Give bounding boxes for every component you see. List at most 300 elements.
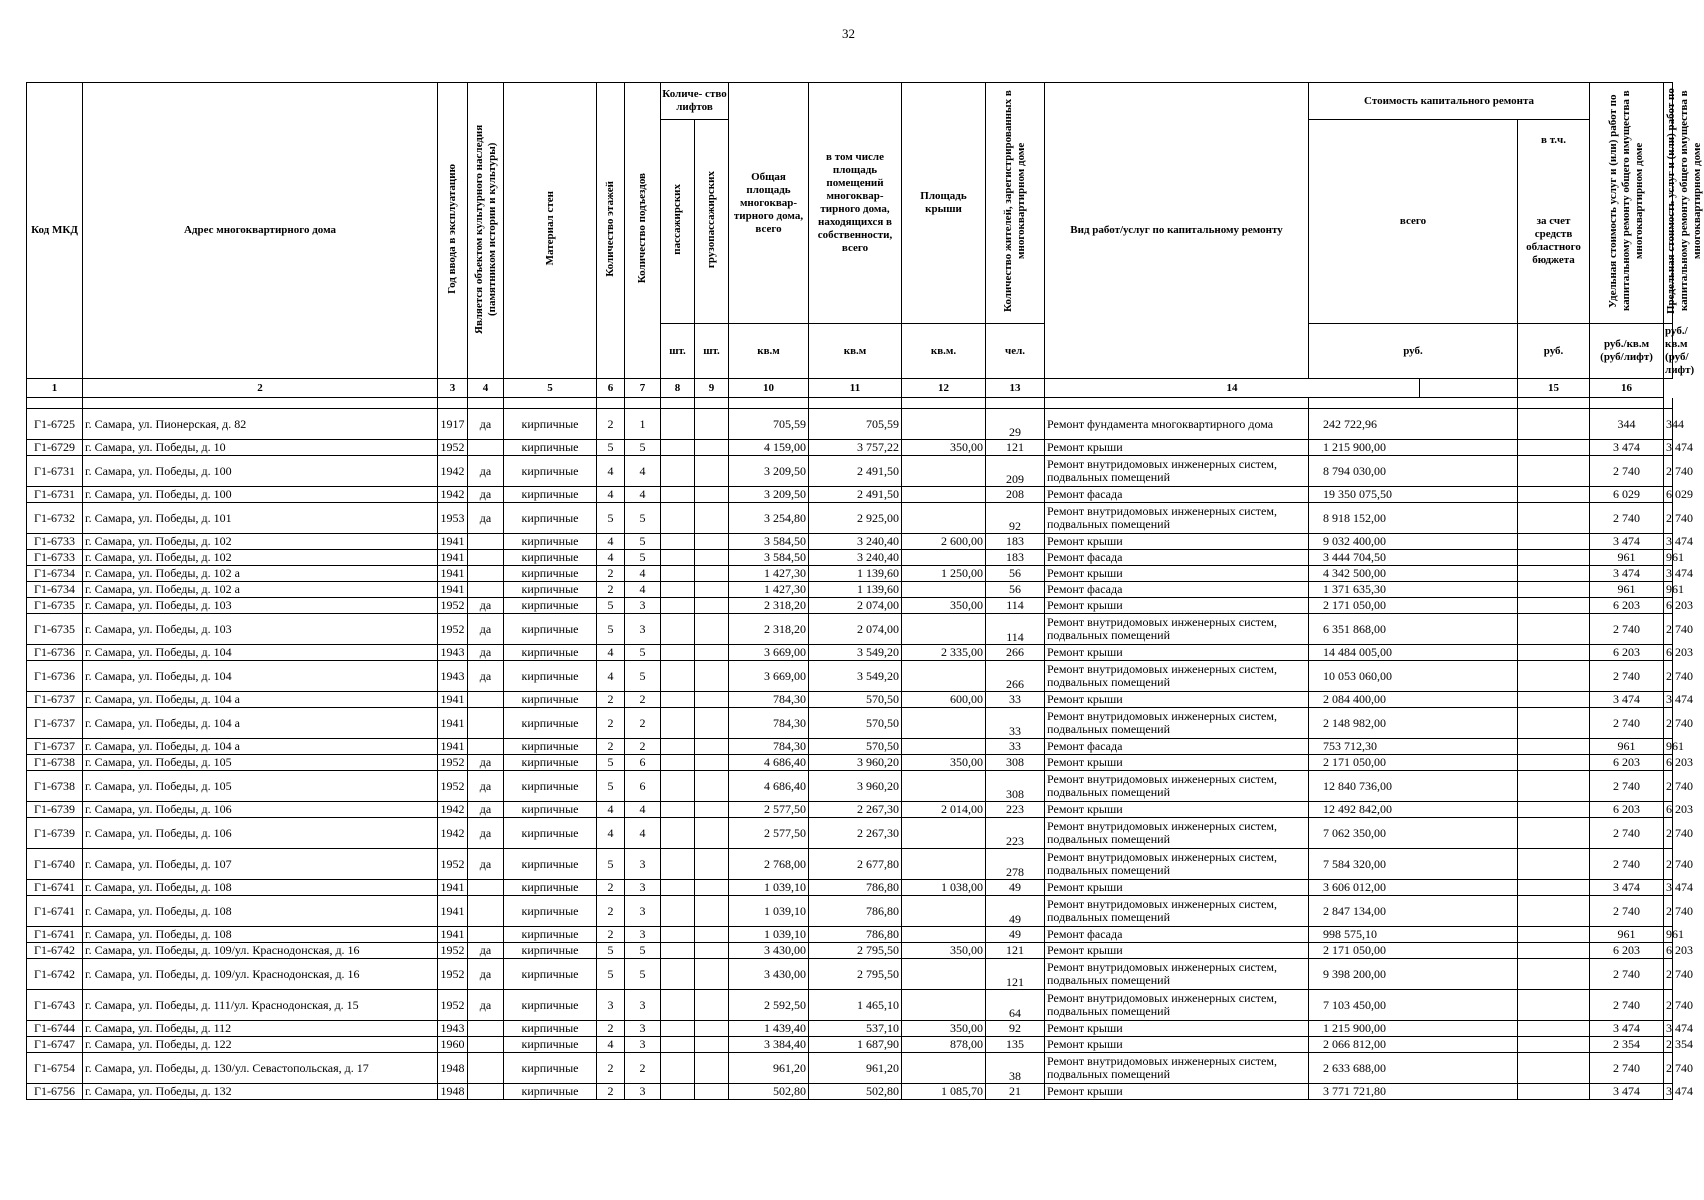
table-row — [27, 614, 1673, 645]
row-entrances: 4 — [625, 818, 661, 849]
row-work-type: Ремонт фасада — [1045, 487, 1309, 503]
spacer-cell — [504, 398, 597, 409]
row-code: Г1-6756 — [27, 1084, 83, 1100]
row-address: г. Самара, ул. Победы, д. 112 — [83, 1021, 438, 1037]
row-heritage — [468, 550, 504, 566]
row-lifts-cargo — [695, 1037, 729, 1053]
unit-cost-regional: руб. — [1518, 324, 1590, 379]
row-cost-regional — [1518, 818, 1590, 849]
row-cost-total: 9 398 200,00 — [1309, 959, 1518, 990]
row-cost-regional — [1518, 943, 1590, 959]
row-entrances: 4 — [625, 566, 661, 582]
row-work-type: Ремонт внутридомовых инженерных систем, подвальных помещений — [1045, 661, 1309, 692]
row-work-type: Ремонт крыши — [1045, 692, 1309, 708]
row-unit-cost: 6 203 — [1590, 598, 1664, 614]
spacer-cell — [597, 398, 625, 409]
row-cost-total: 7 103 450,00 — [1309, 990, 1518, 1021]
row-total-area: 2 577,50 — [729, 802, 809, 818]
row-year: 1941 — [438, 550, 468, 566]
row-owned-area: 570,50 — [809, 739, 902, 755]
row-entrances: 3 — [625, 1037, 661, 1053]
row-material: кирпичные — [504, 614, 597, 645]
row-material: кирпичные — [504, 943, 597, 959]
col-number: 13 — [986, 379, 1045, 398]
row-floors: 2 — [597, 1021, 625, 1037]
row-roof-area — [902, 661, 986, 692]
row-residents: 29 — [986, 409, 1045, 440]
row-entrances: 5 — [625, 645, 661, 661]
header-lifts-cargo — [695, 120, 729, 324]
row-unit-cost: 2 740 — [1590, 1053, 1664, 1084]
row-material: кирпичные — [504, 534, 597, 550]
row-lifts-passenger — [661, 598, 695, 614]
row-residents: 38 — [986, 1053, 1045, 1084]
row-floors: 2 — [597, 1084, 625, 1100]
row-roof-area — [902, 456, 986, 487]
row-year: 1952 — [438, 771, 468, 802]
row-material: кирпичные — [504, 818, 597, 849]
row-material: кирпичные — [504, 661, 597, 692]
row-work-type: Ремонт внутридомовых инженерных систем, подвальных помещений — [1045, 614, 1309, 645]
row-unit-cost: 6 203 — [1590, 943, 1664, 959]
table-row — [27, 692, 1673, 708]
row-lifts-passenger — [661, 456, 695, 487]
row-entrances: 4 — [625, 802, 661, 818]
row-work-type: Ремонт внутридомовых инженерных систем, подвальных помещений — [1045, 771, 1309, 802]
row-max-cost: 961 — [1664, 582, 1673, 598]
row-lifts-cargo — [695, 692, 729, 708]
row-owned-area: 2 074,00 — [809, 598, 902, 614]
row-roof-area: 350,00 — [902, 1021, 986, 1037]
row-address: г. Самара, ул. Победы, д. 109/ул. Краснодонская, д. 16 — [83, 959, 438, 990]
spacer-cell — [1309, 398, 1518, 409]
row-address: г. Самара, ул. Победы, д. 102 — [83, 550, 438, 566]
row-lifts-cargo — [695, 645, 729, 661]
row-floors: 2 — [597, 880, 625, 896]
row-code: Г1-6739 — [27, 818, 83, 849]
row-code: Г1-6744 — [27, 1021, 83, 1037]
row-entrances: 6 — [625, 755, 661, 771]
row-address: г. Самара, ул. Победы, д. 102 а — [83, 582, 438, 598]
row-lifts-passenger — [661, 943, 695, 959]
table-row — [27, 959, 1673, 990]
row-material: кирпичные — [504, 645, 597, 661]
row-year: 1941 — [438, 566, 468, 582]
row-year: 1941 — [438, 708, 468, 739]
row-cost-regional — [1518, 927, 1590, 943]
row-year: 1952 — [438, 755, 468, 771]
row-cost-regional — [1518, 755, 1590, 771]
row-total-area: 3 209,50 — [729, 456, 809, 487]
row-max-cost: 3 474 — [1664, 566, 1673, 582]
row-floors: 4 — [597, 802, 625, 818]
row-code: Г1-6738 — [27, 771, 83, 802]
row-floors: 2 — [597, 566, 625, 582]
row-residents: 49 — [986, 927, 1045, 943]
row-roof-area — [902, 503, 986, 534]
row-material: кирпичные — [504, 1037, 597, 1053]
row-cost-total: 2 084 400,00 — [1309, 692, 1518, 708]
row-material: кирпичные — [504, 692, 597, 708]
row-max-cost: 961 — [1664, 927, 1673, 943]
row-lifts-cargo — [695, 959, 729, 990]
row-heritage — [468, 1037, 504, 1053]
row-entrances: 5 — [625, 503, 661, 534]
header-year — [438, 83, 468, 379]
row-max-cost: 2 740 — [1664, 503, 1673, 534]
row-material: кирпичные — [504, 880, 597, 896]
row-work-type: Ремонт фасада — [1045, 550, 1309, 566]
header-work-type: Вид работ/услуг по капитальному ремонту — [1045, 83, 1309, 379]
row-year: 1941 — [438, 582, 468, 598]
row-max-cost: 6 203 — [1664, 943, 1673, 959]
row-lifts-passenger — [661, 503, 695, 534]
row-work-type: Ремонт внутридомовых инженерных систем, подвальных помещений — [1045, 896, 1309, 927]
row-material: кирпичные — [504, 708, 597, 739]
row-cost-regional — [1518, 1037, 1590, 1053]
row-cost-regional — [1518, 990, 1590, 1021]
header-material — [504, 83, 597, 379]
header-lifts: Количе- ство лифтов — [661, 83, 729, 120]
row-cost-total: 3 606 012,00 — [1309, 880, 1518, 896]
row-entrances: 5 — [625, 959, 661, 990]
row-unit-cost: 2 740 — [1590, 990, 1664, 1021]
row-code: Г1-6742 — [27, 943, 83, 959]
row-entrances: 2 — [625, 708, 661, 739]
row-heritage: да — [468, 849, 504, 880]
row-residents: 223 — [986, 818, 1045, 849]
unit-roof-area: кв.м. — [902, 324, 986, 379]
row-roof-area: 350,00 — [902, 598, 986, 614]
header-year-text: Год ввода в эксплуатацию — [446, 163, 458, 294]
row-address: г. Самара, ул. Победы, д. 105 — [83, 771, 438, 802]
header-code: Код МКД — [27, 83, 83, 379]
table-row — [27, 566, 1673, 582]
row-max-cost: 3 474 — [1664, 1021, 1673, 1037]
row-cost-total: 1 215 900,00 — [1309, 1021, 1518, 1037]
row-material: кирпичные — [504, 849, 597, 880]
row-roof-area — [902, 959, 986, 990]
row-lifts-passenger — [661, 708, 695, 739]
row-cost-regional — [1518, 456, 1590, 487]
table-row — [27, 409, 1673, 440]
row-total-area: 3 384,40 — [729, 1037, 809, 1053]
row-lifts-passenger — [661, 927, 695, 943]
row-work-type: Ремонт внутридомовых инженерных систем, подвальных помещений — [1045, 959, 1309, 990]
row-year: 1941 — [438, 739, 468, 755]
row-year: 1941 — [438, 927, 468, 943]
row-cost-total: 2 171 050,00 — [1309, 943, 1518, 959]
table-row — [27, 943, 1673, 959]
row-work-type: Ремонт внутридомовых инженерных систем, подвальных помещений — [1045, 503, 1309, 534]
row-unit-cost: 961 — [1590, 550, 1664, 566]
row-material: кирпичные — [504, 598, 597, 614]
row-total-area: 2 592,50 — [729, 990, 809, 1021]
table-row — [27, 896, 1673, 927]
row-material: кирпичные — [504, 503, 597, 534]
row-material: кирпичные — [504, 771, 597, 802]
row-residents: 266 — [986, 661, 1045, 692]
row-total-area: 4 686,40 — [729, 771, 809, 802]
row-material: кирпичные — [504, 927, 597, 943]
row-floors: 5 — [597, 943, 625, 959]
row-heritage — [468, 534, 504, 550]
row-cost-regional — [1518, 692, 1590, 708]
row-max-cost: 6 029 — [1664, 487, 1673, 503]
table-row — [27, 849, 1673, 880]
row-lifts-cargo — [695, 739, 729, 755]
row-lifts-cargo — [695, 880, 729, 896]
row-owned-area: 3 240,40 — [809, 550, 902, 566]
row-total-area: 2 577,50 — [729, 818, 809, 849]
col-number: 5 — [504, 379, 597, 398]
row-address: г. Самара, ул. Победы, д. 104 — [83, 645, 438, 661]
row-address: г. Самара, ул. Победы, д. 109/ул. Краснодонская, д. 16 — [83, 943, 438, 959]
row-unit-cost: 2 740 — [1590, 708, 1664, 739]
row-address: г. Самара, ул. Победы, д. 100 — [83, 487, 438, 503]
row-unit-cost: 6 029 — [1590, 487, 1664, 503]
row-work-type: Ремонт внутридомовых инженерных систем, подвальных помещений — [1045, 818, 1309, 849]
row-roof-area: 1 085,70 — [902, 1084, 986, 1100]
row-code: Г1-6754 — [27, 1053, 83, 1084]
header-heritage — [468, 83, 504, 379]
row-lifts-passenger — [661, 661, 695, 692]
row-address: г. Самара, ул. Победы, д. 104 — [83, 661, 438, 692]
spacer-cell — [1045, 398, 1309, 409]
row-work-type: Ремонт фасада — [1045, 739, 1309, 755]
table-body — [27, 398, 1694, 1100]
row-max-cost: 2 354 — [1664, 1037, 1673, 1053]
row-cost-total: 1 215 900,00 — [1309, 440, 1518, 456]
row-material: кирпичные — [504, 802, 597, 818]
row-work-type: Ремонт внутридомовых инженерных систем, подвальных помещений — [1045, 849, 1309, 880]
row-heritage: да — [468, 503, 504, 534]
row-floors: 5 — [597, 959, 625, 990]
row-lifts-cargo — [695, 1021, 729, 1037]
row-work-type: Ремонт фасада — [1045, 582, 1309, 598]
row-entrances: 3 — [625, 1084, 661, 1100]
row-owned-area: 3 960,20 — [809, 771, 902, 802]
row-lifts-cargo — [695, 927, 729, 943]
row-max-cost: 6 203 — [1664, 802, 1673, 818]
row-entrances: 5 — [625, 440, 661, 456]
row-residents: 183 — [986, 550, 1045, 566]
row-roof-area: 2 014,00 — [902, 802, 986, 818]
row-owned-area: 502,80 — [809, 1084, 902, 1100]
row-total-area: 3 430,00 — [729, 959, 809, 990]
row-cost-total: 10 053 060,00 — [1309, 661, 1518, 692]
row-entrances: 3 — [625, 927, 661, 943]
row-heritage: да — [468, 818, 504, 849]
row-owned-area: 2 491,50 — [809, 487, 902, 503]
row-lifts-cargo — [695, 990, 729, 1021]
row-address: г. Самара, ул. Победы, д. 108 — [83, 880, 438, 896]
unit-lifts-passenger: шт. — [661, 324, 695, 379]
header-lifts-passenger — [661, 120, 695, 324]
row-material: кирпичные — [504, 896, 597, 927]
row-address: г. Самара, ул. Пионерская, д. 82 — [83, 409, 438, 440]
row-cost-total: 7 062 350,00 — [1309, 818, 1518, 849]
row-unit-cost: 3 474 — [1590, 1021, 1664, 1037]
table-row — [27, 456, 1673, 487]
header-cost-incl — [1518, 120, 1590, 324]
row-owned-area: 3 240,40 — [809, 534, 902, 550]
unit-residents: чел. — [986, 324, 1045, 379]
row-material: кирпичные — [504, 487, 597, 503]
row-work-type: Ремонт внутридомовых инженерных систем, подвальных помещений — [1045, 990, 1309, 1021]
row-entrances: 5 — [625, 550, 661, 566]
row-address: г. Самара, ул. Победы, д. 106 — [83, 802, 438, 818]
row-residents: 49 — [986, 880, 1045, 896]
row-roof-area: 2 335,00 — [902, 645, 986, 661]
row-roof-area: 1 250,00 — [902, 566, 986, 582]
row-cost-regional — [1518, 598, 1590, 614]
row-code: Г1-6740 — [27, 849, 83, 880]
row-address: г. Самара, ул. Победы, д. 101 — [83, 503, 438, 534]
row-material: кирпичные — [504, 739, 597, 755]
row-max-cost: 2 740 — [1664, 661, 1673, 692]
row-residents: 135 — [986, 1037, 1045, 1053]
row-year: 1942 — [438, 818, 468, 849]
row-lifts-cargo — [695, 598, 729, 614]
row-residents: 33 — [986, 708, 1045, 739]
row-entrances: 2 — [625, 1053, 661, 1084]
row-code: Г1-6729 — [27, 440, 83, 456]
row-address: г. Самара, ул. Победы, д. 102 — [83, 534, 438, 550]
row-heritage — [468, 927, 504, 943]
row-code: Г1-6741 — [27, 927, 83, 943]
row-floors: 2 — [597, 896, 625, 927]
row-lifts-cargo — [695, 802, 729, 818]
row-total-area: 3 430,00 — [729, 943, 809, 959]
row-year: 1952 — [438, 440, 468, 456]
row-entrances: 3 — [625, 849, 661, 880]
header-max-cost — [1664, 83, 1704, 324]
row-total-area: 502,80 — [729, 1084, 809, 1100]
row-total-area: 4 686,40 — [729, 755, 809, 771]
row-lifts-passenger — [661, 739, 695, 755]
row-unit-cost: 2 740 — [1590, 456, 1664, 487]
row-cost-total: 7 584 320,00 — [1309, 849, 1518, 880]
row-owned-area: 2 795,50 — [809, 959, 902, 990]
unit-unit-cost: руб./кв.м (руб/лифт) — [1590, 324, 1664, 379]
row-lifts-cargo — [695, 1084, 729, 1100]
table-row — [27, 771, 1673, 802]
row-owned-area: 1 139,60 — [809, 582, 902, 598]
row-heritage — [468, 692, 504, 708]
unit-owned-area: кв.м — [809, 324, 902, 379]
row-address: г. Самара, ул. Победы, д. 108 — [83, 927, 438, 943]
spacer-cell — [1590, 398, 1664, 409]
row-code: Г1-6736 — [27, 661, 83, 692]
table-row — [27, 708, 1673, 739]
row-roof-area — [902, 708, 986, 739]
row-owned-area: 1 139,60 — [809, 566, 902, 582]
row-cost-regional — [1518, 896, 1590, 927]
row-year: 1941 — [438, 880, 468, 896]
row-unit-cost: 2 740 — [1590, 661, 1664, 692]
row-lifts-passenger — [661, 818, 695, 849]
row-heritage — [468, 1021, 504, 1037]
row-work-type: Ремонт фундамента многоквартирного дома — [1045, 409, 1309, 440]
row-address: г. Самара, ул. Победы, д. 104 а — [83, 739, 438, 755]
row-year: 1952 — [438, 598, 468, 614]
row-max-cost: 2 740 — [1664, 614, 1673, 645]
table-row — [27, 1021, 1673, 1037]
header-entrances — [625, 83, 661, 379]
unit-lifts-cargo: шт. — [695, 324, 729, 379]
row-lifts-cargo — [695, 771, 729, 802]
table-row — [27, 598, 1673, 614]
row-floors: 2 — [597, 927, 625, 943]
row-owned-area: 537,10 — [809, 1021, 902, 1037]
row-heritage: да — [468, 802, 504, 818]
row-lifts-cargo — [695, 943, 729, 959]
row-lifts-passenger — [661, 896, 695, 927]
row-total-area: 1 039,10 — [729, 927, 809, 943]
header-entrances-text: Количество подъездов — [636, 173, 648, 284]
row-unit-cost: 2 354 — [1590, 1037, 1664, 1053]
row-entrances: 3 — [625, 896, 661, 927]
row-owned-area: 2 074,00 — [809, 614, 902, 645]
row-unit-cost: 961 — [1590, 582, 1664, 598]
row-work-type: Ремонт крыши — [1045, 943, 1309, 959]
row-material: кирпичные — [504, 755, 597, 771]
row-work-type: Ремонт внутридомовых инженерных систем, подвальных помещений — [1045, 708, 1309, 739]
column-number-row — [27, 379, 1673, 398]
row-material: кирпичные — [504, 959, 597, 990]
row-floors: 2 — [597, 582, 625, 598]
header-cost: Стоимость капитального ремонта — [1309, 83, 1590, 120]
row-entrances: 5 — [625, 943, 661, 959]
spacer-cell — [438, 398, 468, 409]
table-row — [27, 1053, 1673, 1084]
row-max-cost: 2 740 — [1664, 818, 1673, 849]
row-cost-regional — [1518, 959, 1590, 990]
row-unit-cost: 6 203 — [1590, 645, 1664, 661]
row-cost-total: 8 794 030,00 — [1309, 456, 1518, 487]
spacer-row — [27, 398, 1673, 409]
row-lifts-cargo — [695, 755, 729, 771]
row-floors: 2 — [597, 692, 625, 708]
row-residents: 121 — [986, 959, 1045, 990]
row-lifts-passenger — [661, 990, 695, 1021]
col-number: 7 — [625, 379, 661, 398]
row-heritage: да — [468, 959, 504, 990]
row-owned-area: 786,80 — [809, 896, 902, 927]
row-address: г. Самара, ул. Победы, д. 107 — [83, 849, 438, 880]
row-unit-cost: 2 740 — [1590, 614, 1664, 645]
row-floors: 2 — [597, 1053, 625, 1084]
row-code: Г1-6731 — [27, 456, 83, 487]
row-unit-cost: 2 740 — [1590, 849, 1664, 880]
row-cost-regional — [1518, 880, 1590, 896]
row-cost-total: 242 722,96 — [1309, 409, 1518, 440]
row-unit-cost: 344 — [1590, 409, 1664, 440]
row-floors: 5 — [597, 755, 625, 771]
col-number: 4 — [468, 379, 504, 398]
spacer-cell — [27, 398, 83, 409]
row-address: г. Самара, ул. Победы, д. 132 — [83, 1084, 438, 1100]
row-material: кирпичные — [504, 550, 597, 566]
row-cost-regional — [1518, 566, 1590, 582]
row-lifts-cargo — [695, 582, 729, 598]
row-work-type: Ремонт крыши — [1045, 1037, 1309, 1053]
row-work-type: Ремонт крыши — [1045, 880, 1309, 896]
col-number: 14 — [1045, 379, 1420, 398]
row-total-area: 2 318,20 — [729, 614, 809, 645]
row-total-area: 784,30 — [729, 708, 809, 739]
